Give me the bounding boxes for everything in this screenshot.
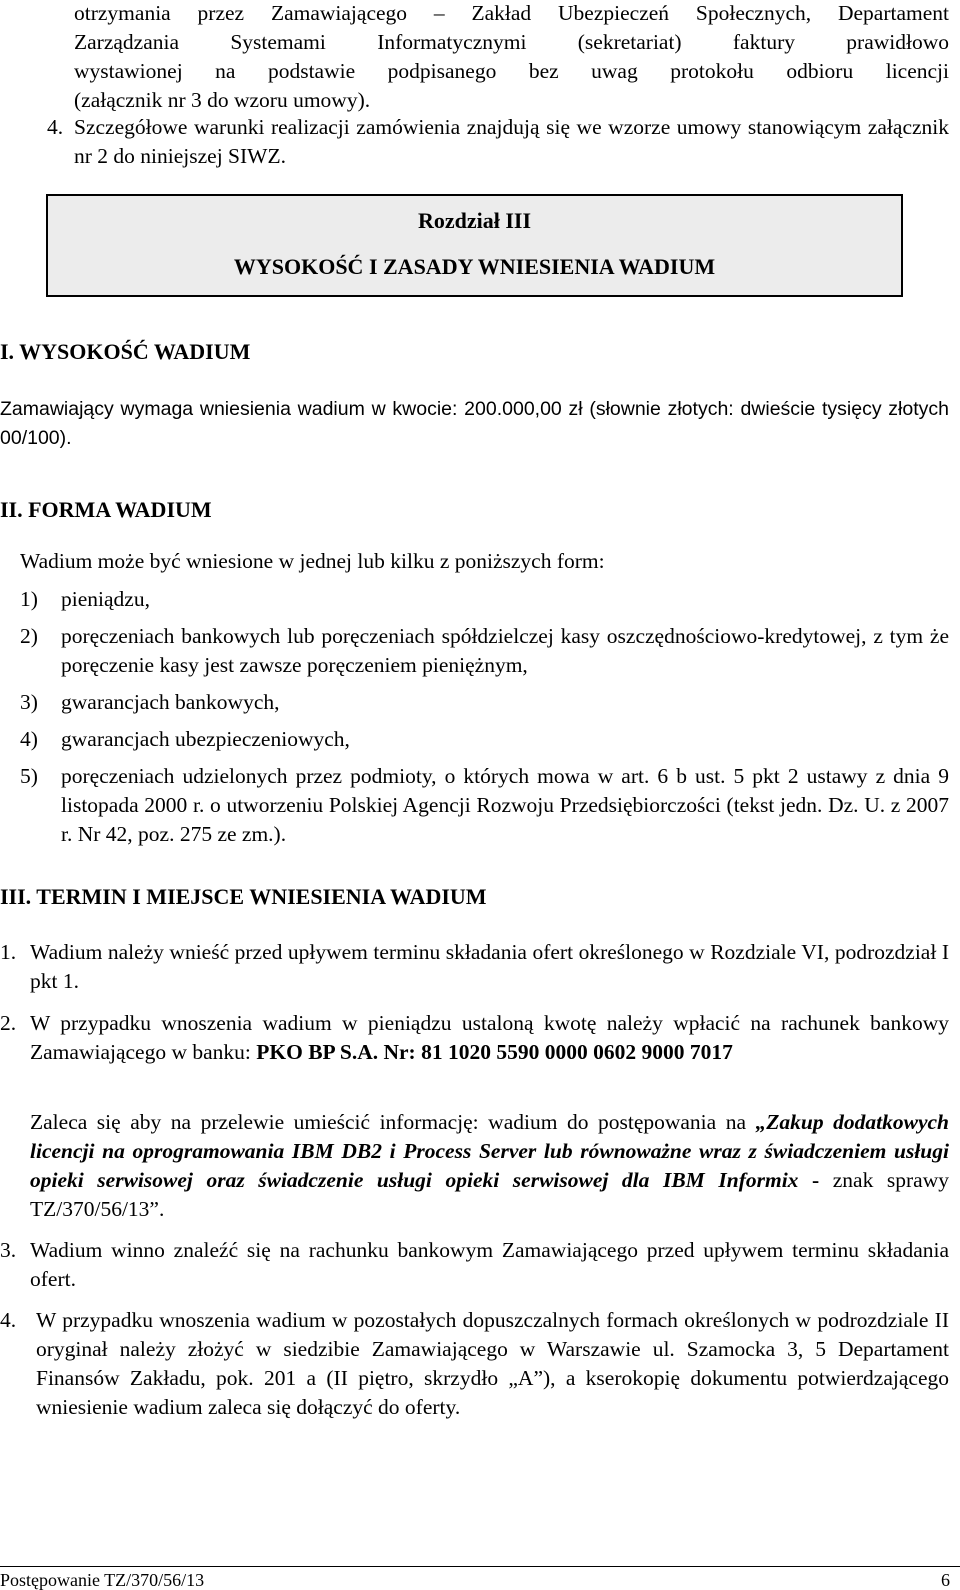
section-2-lead: Wadium może być wniesione w jednej lub kilku z poniższych form: xyxy=(20,549,605,573)
intro-item-number: 4. xyxy=(47,115,64,139)
list-item-text: pieniądzu, xyxy=(61,587,150,611)
intro-line: (załącznik nr 3 do wzoru umowy). xyxy=(74,88,371,112)
list-item-text: poręczeniach udzielonych przez podmioty, o których mowa w art. 6 b ust. 5 pkt 2 ustawy z dnia 9 listopada 2000 r. o utworzeniu Polskiej Agencji Rozwoju Przedsiębiorczości (tekst jedn. Dz. U. z 2007 r. Nr 42, poz. 275 ze zm.). xyxy=(61,764,949,846)
intro-line: Zarządzania Systemami Informatycznymi (sekretariat) faktury prawidłowo xyxy=(74,30,949,54)
transfer-note-case: znak sprawy TZ/370/56/13”. xyxy=(30,1168,949,1221)
list-item-number: 1) xyxy=(20,587,38,611)
intro-paragraph xyxy=(74,0,949,115)
bank-instruction: W przypadku wnoszenia wadium w pieniądzu ustaloną kwotę należy wpłacić na rachunek bankowy Zamawiającego w banku: xyxy=(30,1011,949,1064)
section-2-heading: II. FORMA WADIUM xyxy=(0,497,212,522)
chapter-title: WYSOKOŚĆ I ZASADY WNIESIENIA WADIUM xyxy=(233,254,716,279)
section-3-item-text: Wadium winno znaleźć się na rachunku bankowym Zamawiającego przed upływem terminu składania ofert. xyxy=(30,1238,949,1291)
section-3-item-number: 1. xyxy=(0,940,17,964)
transfer-note-lead: Zaleca się aby na przelewie umieścić informację: wadium do postępowania na xyxy=(30,1110,747,1134)
footer-rule xyxy=(0,1566,960,1567)
section-3-heading: III. TERMIN I MIEJSCE WNIESIENIA WADIUM xyxy=(0,884,487,909)
intro-item-text: Szczegółowe warunki realizacji zamówienia znajdują się we wzorze umowy stanowiącym załącznik nr 2 do niniejszej SIWZ. xyxy=(74,115,949,168)
section-3-item-text: Wadium należy wnieść przed upływem terminu składania ofert określonego w Rozdziale VI, podrozdział I pkt 1. xyxy=(30,940,949,993)
list-item-number: 2) xyxy=(20,624,38,648)
footer-case-number: Postępowanie TZ/370/56/13 xyxy=(0,1570,205,1590)
chapter-box xyxy=(46,194,903,297)
transfer-note-dash: - xyxy=(798,1168,820,1192)
list-item-number: 3) xyxy=(20,690,38,714)
page-number: 6 xyxy=(941,1570,950,1590)
list-item-text: gwarancjach bankowych, xyxy=(61,690,280,714)
list-item-number: 5) xyxy=(20,764,38,788)
list-item-text: poręczeniach bankowych lub poręczeniach spółdzielczej kasy oszczędnościowo-kredytowej, z tym że poręczenie kasy jest zawsze poręczeniem pieniężnym, xyxy=(61,624,949,677)
list-item-number: 4) xyxy=(20,727,38,751)
intro-line: wystawionej na podstawie podpisanego bez uwag protokołu odbioru licencji xyxy=(74,59,949,83)
section-3-item-text xyxy=(30,1009,949,1067)
section-3-item-number: 2. xyxy=(0,1011,17,1035)
transfer-note xyxy=(30,1108,949,1224)
section-1-heading: I. WYSOKOŚĆ WADIUM xyxy=(0,339,251,364)
section-3-item-text: W przypadku wnoszenia wadium w pozostałych dopuszczalnych formach określonych w podrozdziale II oryginał należy złożyć w siedzibie Zamawiającego w Warszawie ul. Szamocka 3, 5 Departament Finansów Zakładu, pok. 201 a (II piętro, skrzydło „A”), a kserokopię dokumentu potwierdzającego wniesienie wadium zaleca się dołączyć do oferty. xyxy=(36,1308,949,1419)
bank-account: PKO BP S.A. Nr: 81 1020 5590 0000 0602 9000 7017 xyxy=(256,1040,733,1064)
transfer-note-title: „Zakup dodatkowych licencji na oprogramowania IBM DB2 i Process Server lub równoważne wraz z świadczeniem usługi opieki serwisowej oraz świadczenie usługi opieki serwisowej dla IBM Informix xyxy=(30,1110,950,1192)
chapter-label: Rozdział III xyxy=(417,208,532,233)
intro-line: otrzymania przez Zamawiającego – Zakład Ubezpieczeń Społecznych, Departament xyxy=(74,1,949,25)
list-item-text: gwarancjach ubezpieczeniowych, xyxy=(61,727,350,751)
section-1-text: Zamawiający wymaga wniesienia wadium w kwocie: 200.000,00 zł (słownie złotych: dwieście tysięcy złotych 00/100). xyxy=(0,398,949,449)
section-3-item-number: 4. xyxy=(0,1308,17,1332)
section-3-item-number: 3. xyxy=(0,1238,17,1262)
